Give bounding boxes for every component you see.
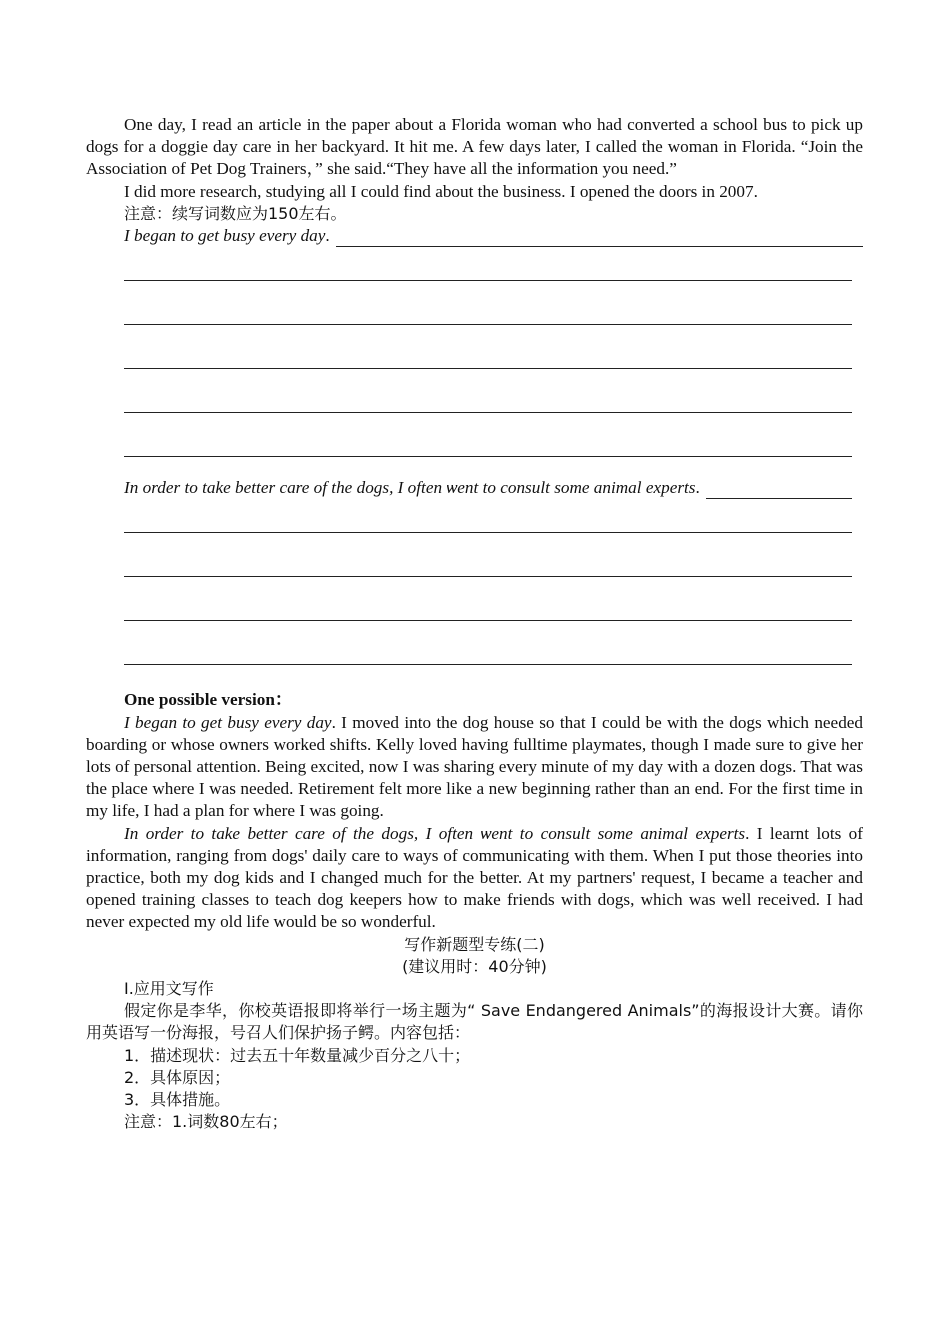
- task-description: 假定你是李华，你校英语报即将举行一场主题为“ Save Endangered Animals”的海报设计大赛。请你用英语写一份海报，号召人们保护扬子鳄。内容包括：: [86, 1001, 863, 1043]
- version-paragraph-2: [86, 823, 863, 934]
- version-paragraph-1-lead: I began to get busy eνery day: [124, 712, 332, 732]
- version-paragraph-2-body: . I learnt lots of information, ranging from dogs' daily care to ways of communicating with them. When I put those theories into practice, both my dog kids and I changed much for the better. At my partners' request, I became a teacher and opened training classes to teach dog keepers how to make friends with dogs, which was well received. I had never expected my old life would be so wonderful.: [86, 823, 863, 932]
- section-title: 写作新题型专练(二): [404, 934, 545, 954]
- answer-blank[interactable]: [706, 481, 852, 499]
- prompt-1-period: .: [325, 226, 330, 246]
- version-paragraph-1: [86, 712, 863, 823]
- prompt-1-text: I began to get busy eνery day: [124, 226, 326, 246]
- prompt-2-text: In order to take better care of the dogs, I often ѡent to consult some animal experts: [124, 478, 696, 498]
- part-heading: Ⅰ.应用文写作: [124, 979, 214, 999]
- version-paragraph-2-lead: In order to take better care of the dogs, I often ѡent to consult some animal experts: [124, 823, 746, 843]
- task-item-2: 2．具体原因；: [124, 1067, 231, 1087]
- passage-paragraph-1: One day, I read an article in the paper about a Florida woman who had converted a school bus to pick up dogs for a doggie day care in her backyard. It hit me. A few days later, I called the woman in Florida. “Join the Association of Pet Dog Trainers，” she said.“They have all the information you need.”: [86, 115, 863, 179]
- version-paragraph-1-body: . I moved into the dog house so that I could be with the dogs which needed boarding or whose owners worked shifts. Kelly loved having fulltime playmates, though I made sure to give her lots of personal attention. Being excited, now I was sharing every minute of my day with a dozen dogs. That was the place where I was needed. Retirement felt more like a new beginning rather than an end. For the first time in my life, I had a plan for where I was going.: [86, 712, 864, 821]
- task-note: 注意：1.词数80左右；: [124, 1112, 288, 1132]
- answer-line-prompt-2[interactable]: [124, 477, 852, 499]
- word-count-note: 注意：续写词数应为150左右。: [124, 203, 347, 223]
- task-item-3: 3．具体措施。: [124, 1090, 231, 1110]
- version-heading: One possible version：: [124, 690, 293, 710]
- document-page: [86, 114, 863, 1133]
- prompt-2-period: .: [695, 478, 700, 498]
- passage-paragraph-2: I did more research, studying all I could find about the business. I opened the doors in 2007.: [124, 181, 758, 201]
- answer-line-prompt-1[interactable]: [124, 225, 863, 247]
- task-item-1: 1．描述现状：过去五十年数量减少百分之八十；: [124, 1045, 471, 1065]
- answer-blank[interactable]: [336, 229, 863, 247]
- section-subtitle: (建议用时：40分钟): [402, 956, 547, 976]
